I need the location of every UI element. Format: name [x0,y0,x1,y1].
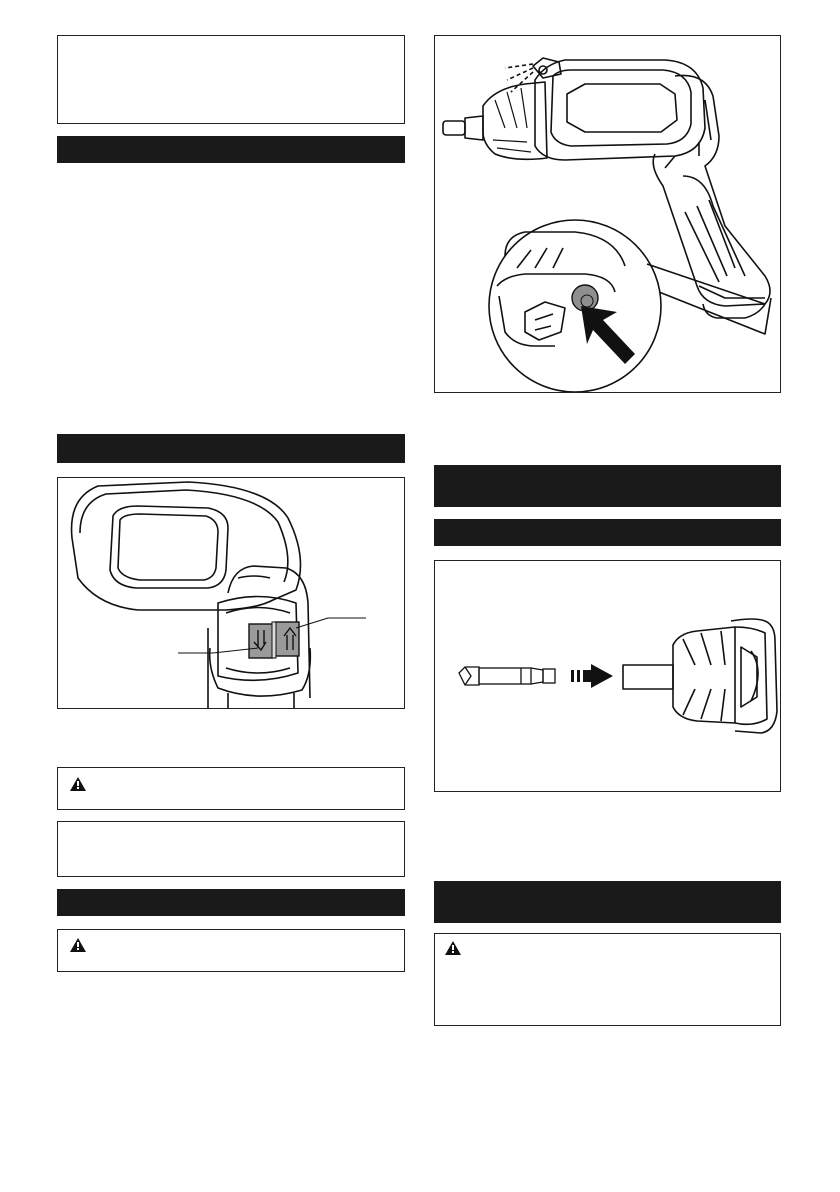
reverse-switch-button [249,624,273,658]
warning-triangle-icon [69,776,87,792]
figure-bit-install [434,560,781,792]
section-heading-bar [57,136,405,163]
warning-triangle-icon [444,940,462,956]
insert-arrow-icon [571,664,613,688]
warning-box [434,933,781,1026]
section-heading-bar [434,519,781,546]
section-heading-bar [434,881,781,923]
section-heading-bar [57,889,405,916]
section-heading-bar [57,434,405,463]
section-heading-bar [434,465,781,507]
bit-install-illustration [435,561,780,791]
warning-triangle-icon [69,937,87,953]
reversing-switch-illustration [58,478,404,708]
warning-box [57,767,405,810]
figure-reversing-switch [57,477,405,709]
screwdriver-bit [459,667,555,685]
figure-lamp-button [434,35,781,393]
note-box [57,35,405,124]
lamp-button-illustration [435,36,780,392]
note-box [57,821,405,877]
push-arrow-icon [581,306,635,364]
driver-chuck [623,619,777,733]
warning-box [57,929,405,972]
